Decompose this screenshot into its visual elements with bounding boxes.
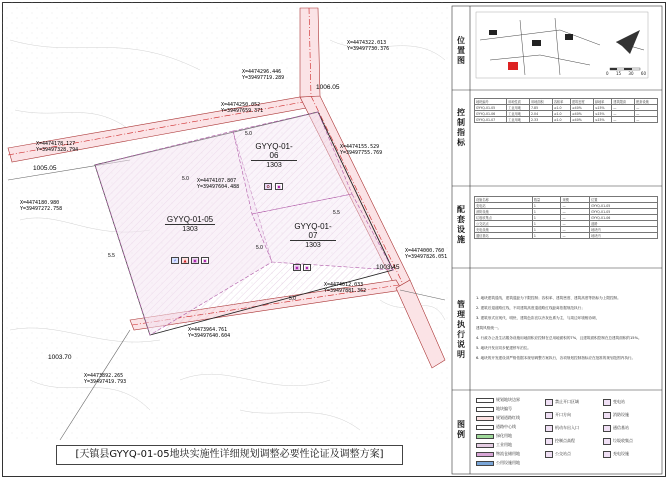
facility-table-cell: 充电设施: [475, 227, 533, 233]
coordinate-label: X=4473964.761 Y=39497640.604: [188, 327, 231, 339]
rule-item: 6. 地块的开发建设须严格依据本规划调整方案执行，各项规划控制指标应在批准的规划范围内执行。: [476, 356, 636, 360]
lot-area: 1303: [165, 224, 215, 233]
dimension-label: 5.0: [289, 296, 296, 302]
control-table-cell: 工业用地: [507, 105, 530, 111]
facility-table-cell: GYYQ-01-05: [590, 209, 658, 215]
facility-table-cell: 1: [532, 215, 561, 221]
legend-item: [545, 424, 579, 432]
facility-table-cell: 通信基站: [475, 233, 533, 239]
facility-table-cell: 变电站: [475, 203, 533, 209]
coordinate-label: X=4473892.265 Y=39497419.793: [84, 373, 127, 385]
facilities-section-label: 配套设施: [457, 205, 465, 244]
legend-item: [476, 432, 512, 440]
lot-code: GYYQ-01-05: [166, 215, 214, 224]
elevation-label: 1003.45: [376, 264, 400, 271]
legend-label: 物流仓储用地: [496, 451, 520, 456]
control-table-cell: —: [612, 111, 635, 117]
legend-item: [603, 398, 625, 406]
legend-item: [476, 405, 512, 413]
dimension-label: 5.5: [333, 210, 340, 216]
legend-item: [603, 450, 629, 458]
legend-item: [545, 398, 579, 406]
coordinate-label: X=4474012.033 Y=39497881.362: [324, 282, 367, 294]
dimension-label: 5.5: [108, 253, 115, 259]
control-indicator-table: [474, 98, 658, 123]
control-table-cell: ≥40%: [571, 117, 594, 123]
legend-label: 规划地块边界: [496, 397, 520, 402]
legend-label: 垃圾收集点: [613, 438, 633, 443]
control-table-cell: 建筑限高: [612, 99, 635, 105]
legend-swatch: [476, 452, 494, 457]
control-table-cell: 工业用地: [507, 117, 530, 123]
control-table-cell: 容积率: [552, 99, 570, 105]
substation-icon: ⚡: [171, 257, 179, 264]
elevation-label: 1005.05: [33, 165, 57, 172]
control-table-cell: ≤15%: [593, 117, 611, 123]
scale-bar-labels: 0 15 30 60: [606, 71, 646, 76]
coordinate-label: X=4474000.760 Y=39497826.051: [405, 248, 448, 260]
elevation-label: 1006.05: [316, 84, 340, 91]
rules-section-label: 管理执行说明: [457, 300, 465, 359]
control-table-cell: 2.04: [530, 111, 553, 117]
legend-item: [603, 424, 629, 432]
control-table-cell: ≥40%: [571, 105, 594, 111]
legend-item: [603, 437, 633, 445]
lot-area: 1303: [251, 160, 297, 169]
legend-label: 公交站点: [555, 451, 571, 456]
coordinate-label: X=4474250.052 Y=39497659.371: [221, 102, 264, 114]
legend-label: 开口方向: [555, 412, 571, 417]
facility-table-cell: 消防设施: [475, 209, 533, 215]
control-table-cell: ≥1.0: [552, 111, 570, 117]
control-table-cell: ≤15%: [593, 111, 611, 117]
bus-icon: ▣: [201, 257, 209, 264]
rule-item: 3. 建筑形式应现代、明快，建筑色彩宜以冷灰色系为主，与周边环境相协调，: [476, 316, 600, 320]
arrow-icon: [545, 412, 553, 419]
facility-table-cell: 数量: [532, 197, 561, 203]
legend-item: [545, 437, 575, 445]
lot-label-05: [165, 215, 215, 233]
legend-swatch: [476, 416, 494, 421]
control-table-cell: —: [635, 117, 658, 123]
legend-label: 禁止开口区域: [555, 399, 579, 404]
control-table-cell: 绿地率: [593, 99, 611, 105]
lot-code: GYYQ-01-06: [255, 142, 293, 160]
legend-swatch: [476, 407, 494, 412]
control-table-cell: 建筑密度: [571, 99, 594, 105]
control-table-cell: GYYQ-01-05: [475, 105, 507, 111]
facility-table-cell: 设施名称: [475, 197, 533, 203]
facility-table-cell: —: [561, 215, 590, 221]
legend-label: 变电站: [613, 399, 625, 404]
control-table-cell: 工业用地: [507, 111, 530, 117]
coordinate-label: X=4474296.446 Y=39497719.289: [242, 69, 285, 81]
control-section-label: 控制指标: [457, 108, 465, 147]
legend-swatch: [476, 461, 494, 466]
control-table-row: [475, 117, 658, 123]
coordinate-label: X=4474155.529 Y=39497755.769: [340, 144, 383, 156]
charging-icon: [603, 451, 611, 458]
rule-item: 2. 建筑后退道路红线，不同建筑高度退道路红线距离依据规范执行；: [476, 306, 585, 310]
vehicle-icon: ▣: [303, 264, 311, 271]
trash-icon: [603, 438, 611, 445]
legend-item: [545, 450, 571, 458]
legend-item: [476, 459, 520, 467]
facility-table: [474, 196, 658, 239]
facility-table-cell: 1: [532, 203, 561, 209]
trash-icon: ♻: [264, 183, 272, 190]
control-table-cell: ≥1.0: [552, 117, 570, 123]
tower-icon: ▣: [275, 183, 283, 190]
control-table-cell: —: [612, 105, 635, 111]
substation-icon: [603, 399, 611, 406]
control-table-cell: ≥1.0: [552, 105, 570, 111]
facility-table-cell: —: [561, 227, 590, 233]
legend-item: [476, 423, 516, 431]
control-table-cell: —: [635, 105, 658, 111]
legend-label: 控制点高程: [555, 438, 575, 443]
facility-table-cell: —: [561, 221, 590, 227]
vehicle-icon: [545, 425, 553, 432]
facility-table-cell: 位置: [590, 197, 658, 203]
facility-table-cell: —: [561, 203, 590, 209]
legend-label: 道路中心线: [496, 424, 516, 429]
coordinate-label: X=4474180.980 Y=39497272.758: [20, 200, 63, 212]
facility-table-cell: 地块内: [590, 233, 658, 239]
bus-icon: [545, 451, 553, 458]
control-table-cell: 2.33: [530, 117, 553, 123]
legend-label: 工业用地: [496, 442, 512, 447]
facility-table-cell: GYYQ-01-06: [590, 215, 658, 221]
facility-table-cell: 1: [532, 221, 561, 227]
legend-item: [476, 450, 520, 458]
control-table-cell: GYYQ-01-06: [475, 111, 507, 117]
control-table-cell: 地块编号: [475, 99, 507, 105]
rule-item: 建筑风格统一。: [476, 326, 502, 330]
facility-table-cell: 1: [532, 209, 561, 215]
facility-table-cell: 规模: [561, 197, 590, 203]
facility-table-cell: 1: [532, 233, 561, 239]
control-table-cell: 配套设施: [635, 99, 658, 105]
legend-swatch: [476, 443, 494, 448]
location-section-label: 位置图: [457, 36, 465, 65]
elevation-label: 1003.70: [48, 354, 72, 361]
legend-item: [476, 441, 512, 449]
control-table-cell: ≥40%: [571, 111, 594, 117]
coordinate-label: X=4474107.807 Y=39497604.488: [197, 178, 240, 190]
legend-label: 消防设施: [613, 412, 629, 417]
lot-label-06: [251, 142, 297, 169]
legend-item: [476, 396, 520, 404]
elevation-icon: [545, 438, 553, 445]
control-table-cell: —: [635, 111, 658, 117]
legend-label: 规划道路红线: [496, 415, 520, 420]
tower-icon: [603, 425, 611, 432]
facility-table-cell: GYYQ-01-05: [590, 203, 658, 209]
control-table-cell: 7.85: [530, 105, 553, 111]
legend-swatch: [476, 434, 494, 439]
rule-item: 4. 行政办公及生活服务设施用地面积应控制在总用地面积的7%，且建筑面积控制在总建筑面积的15%。: [476, 336, 642, 340]
facility-table-cell: 垃圾收集点: [475, 215, 533, 221]
legend-label: 机动车出入口: [555, 425, 579, 430]
control-table-cell: ≤15%: [593, 105, 611, 111]
location-minimap: [476, 12, 648, 78]
dimension-label: 5.0: [256, 245, 263, 251]
fire-icon: [603, 412, 611, 419]
rule-item: 5. 地块开发应同步配建停车泊位。: [476, 346, 531, 350]
tower-icon: ▣: [293, 264, 301, 271]
facility-table-cell: —: [561, 209, 590, 215]
legend-label: 充电设施: [613, 451, 629, 456]
legend-swatch: [476, 425, 494, 430]
legend-label: 公用设施用地: [496, 460, 520, 465]
coordinate-label: X=4474322.013 Y=39497730.376: [347, 40, 390, 52]
facility-table-cell: 道路: [590, 221, 658, 227]
legend-item: [603, 411, 629, 419]
legend-label: 绿化用地: [496, 433, 512, 438]
dimension-label: 5.0: [182, 176, 189, 182]
control-table-cell: GYYQ-01-07: [475, 117, 507, 123]
legend-label: 地块编号: [496, 406, 512, 411]
legend-section-label: 图例: [457, 420, 465, 439]
fire-icon: ▲: [181, 257, 189, 264]
control-table-cell: 用地性质: [507, 99, 530, 105]
facility-table-cell: —: [561, 233, 590, 239]
coordinate-label: X=4474178.127 Y=39497328.794: [36, 141, 79, 153]
legend-item: [476, 414, 520, 422]
legend-swatch: [476, 398, 494, 403]
control-table-cell: 用地面积: [530, 99, 553, 105]
drawing-title: [天镇县GYYQ-01-05地块实施性详细规划调整必要性论证及调整方案]: [56, 445, 403, 465]
legend-item: [545, 411, 571, 419]
lot-label-07: [290, 222, 336, 249]
dimension-label: 5.0: [245, 131, 252, 137]
no-entry-icon: [545, 399, 553, 406]
lot-area: 1303: [290, 240, 336, 249]
facility-table-row: [475, 233, 658, 239]
legend-label: 通信基站: [613, 425, 629, 430]
facility-table-cell: 公交站点: [475, 221, 533, 227]
charging-icon: ▣: [191, 257, 199, 264]
rule-item: 1. 地块建筑退线，建筑退距为下限控制；容积率、建筑密度、建筑高度等指标为上限控制。: [476, 296, 621, 300]
lot-code: GYYQ-01-07: [294, 222, 332, 240]
facility-table-cell: 1: [532, 227, 561, 233]
facility-table-cell: 地块内: [590, 227, 658, 233]
control-table-cell: —: [612, 117, 635, 123]
